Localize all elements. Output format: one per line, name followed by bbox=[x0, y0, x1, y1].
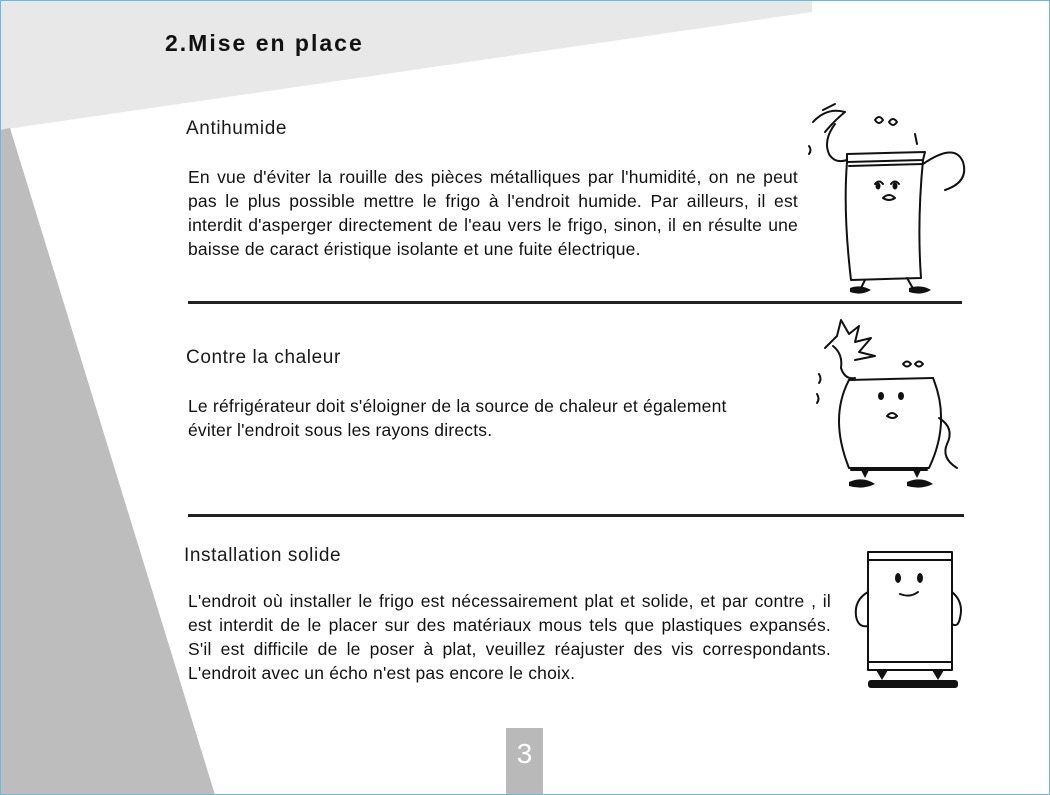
section-body-antihumide: En vue d'éviter la rouille des pièces métalliques par l'humidité, on ne peut pas le plus possible mettre le frigo à l'endroit humide. Par ailleurs, il est interdit d'asperger directement de l'eau vers le frigo, sinon, il en résulte une baisse de caract éristique isolante et une fuite électrique. bbox=[188, 167, 798, 259]
section-body-contre-la-chaleur: Le réfrigérateur doit s'éloigner de la source de chaleur et également éviter l'endroit sous les rayons directs. bbox=[188, 396, 727, 440]
section-heading-installation-solide: Installation solide bbox=[184, 545, 342, 566]
section-heading-contre-la-chaleur: Contre la chaleur bbox=[186, 347, 341, 368]
section-heading-antihumide: Antihumide bbox=[186, 118, 288, 139]
section-divider bbox=[188, 514, 964, 517]
page-number: 3 bbox=[516, 738, 533, 769]
section-body-installation-solide: L'endroit où installer le frigo est nécessairement plat et solide, et par contre , il est interdit de le placer sur des matériaux mous tels que plastiques expansés. S'il est difficile de le poser à plat, veuillez réajuster des vis correspondants. L'endroit avec un écho n'est pas encore le choix. bbox=[188, 591, 831, 683]
section-divider bbox=[188, 301, 962, 304]
fridge-umbrella-icon bbox=[805, 102, 975, 302]
fridge-standing-icon bbox=[848, 548, 964, 694]
page-title: 2.Mise en place bbox=[165, 30, 364, 56]
fridge-sweating-icon bbox=[815, 318, 975, 496]
left-gray-wedge bbox=[0, 128, 215, 795]
top-light-band bbox=[0, 0, 812, 130]
page-number-tab bbox=[506, 728, 543, 795]
